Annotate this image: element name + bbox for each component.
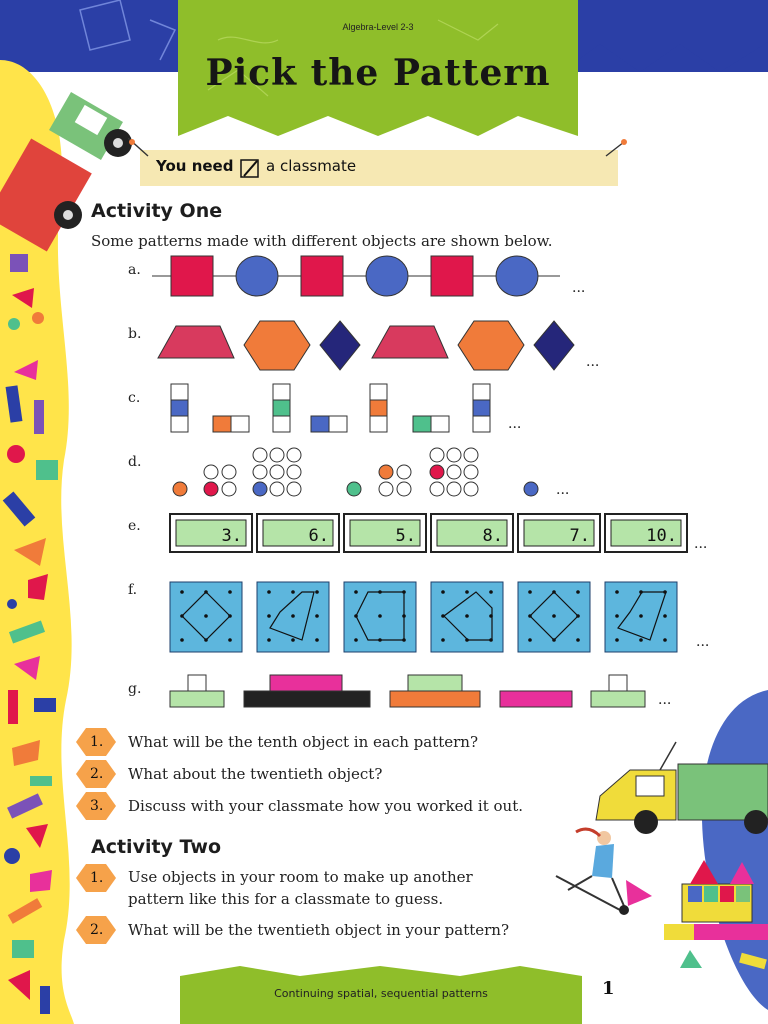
calculator-value: 3. (221, 526, 242, 546)
calculator-value: 7. (569, 526, 590, 546)
pinboard-pin (576, 638, 580, 642)
checkbox-icon (240, 159, 260, 179)
pinboard-pin (441, 590, 445, 594)
pinboard-pin (639, 614, 643, 618)
pinboard-pin (378, 614, 382, 618)
pinboard-pin (663, 590, 667, 594)
pinboard-pin (639, 590, 643, 594)
pinboard-pin (378, 638, 382, 642)
pinboard-pin (663, 638, 667, 642)
activity-one-intro: Some patterns made with different objects are shown below. (91, 232, 553, 250)
pinboard-pin (180, 638, 184, 642)
activity-two-2-number: 2. (90, 922, 104, 938)
question-2-number: 2. (90, 766, 104, 782)
pinboard-pin (528, 614, 532, 618)
pattern-label-e: e. (128, 518, 141, 534)
pattern-b (150, 318, 580, 374)
page-number: 1 (602, 978, 615, 999)
pinboard-pin (528, 638, 532, 642)
question-1-number: 1. (90, 734, 104, 750)
activity-two-1-line1: Use objects in your room to make up another (128, 868, 473, 886)
pattern-label-f: f. (128, 582, 138, 598)
pinboard-pin (402, 590, 406, 594)
pinboard-pin (465, 590, 469, 594)
pinboard-pin (354, 590, 358, 594)
activity-two-2-line1: What will be the twentieth object in your pattern? (128, 921, 509, 939)
pinboard-pin (489, 638, 493, 642)
pinboard-pin (402, 638, 406, 642)
question-3-text: Discuss with your classmate how you worked it out. (128, 797, 524, 815)
activity-one-heading: Activity One (91, 200, 223, 222)
pinboard-pin (615, 590, 619, 594)
ellipsis-b: ... (586, 354, 600, 370)
pinboard-pin (291, 614, 295, 618)
pattern-label-b: b. (128, 326, 142, 342)
pinboard-pin (228, 614, 232, 618)
pinboard-pin (354, 614, 358, 618)
calculator-value: 6. (308, 526, 329, 546)
pinboard-pin (441, 638, 445, 642)
calculator-value: 8. (482, 526, 503, 546)
pattern-f (168, 580, 688, 654)
pattern-label-c: c. (128, 390, 141, 406)
ellipsis-f: ... (696, 634, 710, 650)
pinboard-pin (489, 590, 493, 594)
pattern-d (168, 444, 558, 500)
pattern-label-d: d. (128, 454, 142, 470)
pattern-g (168, 670, 648, 712)
pinboard-pin (615, 614, 619, 618)
pinboard-pin (489, 614, 493, 618)
pinboard-pin (552, 590, 556, 594)
pinboard-pin (552, 638, 556, 642)
pinboard-pin (465, 638, 469, 642)
pattern-c (168, 380, 508, 436)
pinboard-pin (267, 590, 271, 594)
question-1-text: What will be the tenth object in each pattern? (128, 733, 479, 751)
pinboard-pin (204, 590, 208, 594)
question-3-number: 3. (90, 798, 104, 814)
ellipsis-e: ... (694, 536, 708, 552)
pattern-e (168, 512, 688, 556)
pinboard-pin (267, 638, 271, 642)
calculator-value: 5. (395, 526, 416, 546)
pinboard-pin (315, 590, 319, 594)
ellipsis-g: ... (658, 692, 672, 708)
page-title: Pick the Pattern (205, 52, 551, 94)
activity-two-heading: Activity Two (91, 836, 222, 858)
you-need-label: You need (156, 157, 234, 175)
pinboard-pin (615, 638, 619, 642)
calculator-value: 10. (646, 526, 677, 546)
pinboard-pin (204, 614, 208, 618)
ellipsis-a: ... (572, 280, 586, 296)
pattern-a (150, 252, 570, 302)
question-2-text: What about the twentieth object? (128, 765, 383, 783)
pinboard-pin (267, 614, 271, 618)
pinboard-pin (465, 614, 469, 618)
pinboard-pin (576, 590, 580, 594)
pinboard-pin (291, 590, 295, 594)
ellipsis-c: ... (508, 416, 522, 432)
pattern-label-g: g. (128, 681, 142, 697)
pinboard-pin (378, 590, 382, 594)
pinboard-pin (639, 638, 643, 642)
pinboard-pin (552, 614, 556, 618)
pinboard-pin (576, 614, 580, 618)
pinboard-pin (528, 590, 532, 594)
pinboard-pin (204, 638, 208, 642)
pattern-label-a: a. (128, 262, 141, 278)
ellipsis-d: ... (556, 482, 570, 498)
level-label: Algebra-Level 2-3 (342, 22, 414, 32)
you-need-text: a classmate (266, 157, 357, 175)
pinboard-pin (402, 614, 406, 618)
pinboard-pin (180, 590, 184, 594)
pinboard-pin (441, 614, 445, 618)
pinboard-pin (315, 638, 319, 642)
pinboard-pin (228, 590, 232, 594)
activity-two-1-number: 1. (90, 870, 104, 886)
pinboard-pin (228, 638, 232, 642)
pinboard-pin (315, 614, 319, 618)
pinboard-pin (663, 614, 667, 618)
pinboard-pin (291, 638, 295, 642)
activity-two-1-line2: pattern like this for a classmate to guess. (128, 890, 444, 908)
pinboard-pin (354, 638, 358, 642)
child-illustration (556, 829, 652, 915)
pinboard-pin (180, 614, 184, 618)
footer-caption: Continuing spatial, sequential patterns (274, 987, 488, 1000)
